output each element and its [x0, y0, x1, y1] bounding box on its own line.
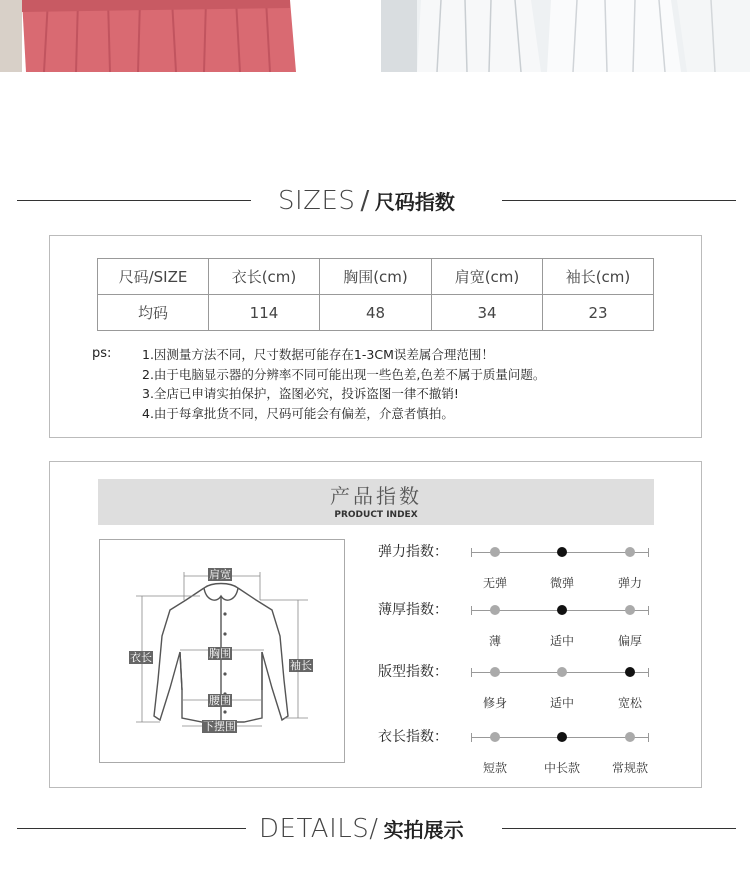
track-tick: [471, 606, 472, 615]
sizes-section-header: [0, 181, 750, 221]
track-tick: [648, 548, 649, 557]
size-header-cell: 胸围(cm): [320, 259, 432, 295]
product-photo-left: [0, 0, 304, 72]
notes-list: [142, 345, 545, 423]
index-option: 宽松: [617, 696, 642, 710]
size-table: [97, 258, 654, 331]
size-cell: 114: [209, 295, 320, 331]
product-index-box: [49, 461, 702, 788]
sizes-title-en: SIZES: [278, 186, 356, 216]
details-section-header: [0, 809, 750, 849]
index-option: 常规款: [611, 761, 648, 775]
index-label: 薄厚指数：: [378, 602, 448, 618]
size-table-header-row: [98, 259, 654, 295]
size-cell: 23: [543, 295, 654, 331]
sleeve-label: 袖长: [290, 659, 312, 672]
index-option: 薄: [488, 634, 501, 648]
index-label: 衣长指数：: [378, 729, 448, 745]
index-dot-selected: [557, 732, 567, 742]
details-title-en: DETAILS/: [259, 814, 379, 844]
track-tick: [471, 733, 472, 742]
details-title-cn: 实拍展示: [383, 818, 464, 842]
index-label: 版型指数：: [378, 664, 448, 680]
product-index-title-en: PRODUCT INDEX: [334, 510, 418, 520]
index-dot: [490, 732, 500, 742]
size-chart-box: [49, 235, 702, 438]
index-option: 微弹: [549, 576, 574, 590]
index-option: 中长款: [543, 761, 580, 775]
index-option: 适中: [549, 634, 574, 648]
size-table-row: [98, 295, 654, 331]
index-label: 弹力指数：: [378, 544, 448, 560]
index-track: [471, 552, 649, 590]
note-line: 1.因测量方法不同，尺寸数据可能存在1-3CM误差属合理范围！: [142, 347, 494, 362]
index-option: 修身: [482, 696, 507, 710]
index-row-thickness: [378, 600, 668, 648]
size-cell: 均码: [98, 295, 209, 331]
index-dot-selected: [557, 547, 567, 557]
index-track: [471, 737, 649, 775]
index-option: 适中: [549, 696, 574, 710]
track-tick: [648, 606, 649, 615]
size-cell: 34: [432, 295, 543, 331]
sizes-header-title: [278, 181, 455, 224]
sizes-title-cn: 尺码指数: [374, 190, 455, 214]
length-label: 衣长: [130, 651, 152, 664]
shirt-measure-diagram: [99, 539, 345, 763]
waist-label: 腰围: [209, 694, 231, 707]
index-option: 无弹: [482, 576, 507, 590]
header-rule-right: [502, 828, 736, 829]
index-dot-selected: [625, 667, 635, 677]
size-header-cell: 袖长(cm): [543, 259, 654, 295]
note-line: 3.全店已申请实拍保护，盗图必究，投诉盗图一律不撤销!: [142, 386, 459, 401]
note-line: 2.由于电脑显示器的分辨率不同可能出现一些色差,色差不属于质量问题。: [142, 366, 546, 382]
index-row-fit: [378, 662, 668, 710]
track-tick: [471, 548, 472, 557]
index-track: [471, 672, 649, 710]
index-track: [471, 610, 649, 648]
track-tick: [471, 668, 472, 677]
track-tick: [648, 668, 649, 677]
product-photo-right: [381, 0, 750, 72]
index-dot: [490, 605, 500, 615]
index-option: 偏厚: [617, 634, 642, 648]
notes-label: ps:: [92, 346, 112, 361]
size-header-cell: 衣长(cm): [209, 259, 320, 295]
size-header-cell: 肩宽(cm): [432, 259, 543, 295]
index-dot: [490, 547, 500, 557]
size-cell: 48: [320, 295, 432, 331]
chest-label: 胸围: [209, 647, 231, 660]
sizes-title-slash: /: [360, 186, 370, 216]
index-row-elasticity: [378, 542, 668, 590]
index-option: 弹力: [617, 576, 642, 590]
index-row-length: [378, 727, 668, 775]
index-dot: [625, 605, 635, 615]
product-index-banner: [98, 479, 654, 525]
header-rule-left: [17, 828, 246, 829]
product-index-title-cn: 产品指数: [330, 484, 422, 508]
index-dot: [557, 667, 567, 677]
photo-gap: [304, 0, 381, 72]
details-header-title: [259, 809, 464, 852]
shoulder-label: 肩宽: [209, 568, 231, 581]
index-dot: [625, 732, 635, 742]
header-rule-right: [502, 200, 736, 201]
index-dot: [625, 547, 635, 557]
index-dot: [490, 667, 500, 677]
note-line: 4.由于每拿批货不同，尺码可能会有偏差，介意者慎拍。: [142, 405, 454, 421]
track-tick: [648, 733, 649, 742]
hem-label: 下摆围: [203, 720, 236, 733]
index-dot-selected: [557, 605, 567, 615]
header-rule-left: [17, 200, 251, 201]
index-option: 短款: [482, 761, 507, 775]
size-header-cell: 尺码/SIZE: [98, 259, 209, 295]
